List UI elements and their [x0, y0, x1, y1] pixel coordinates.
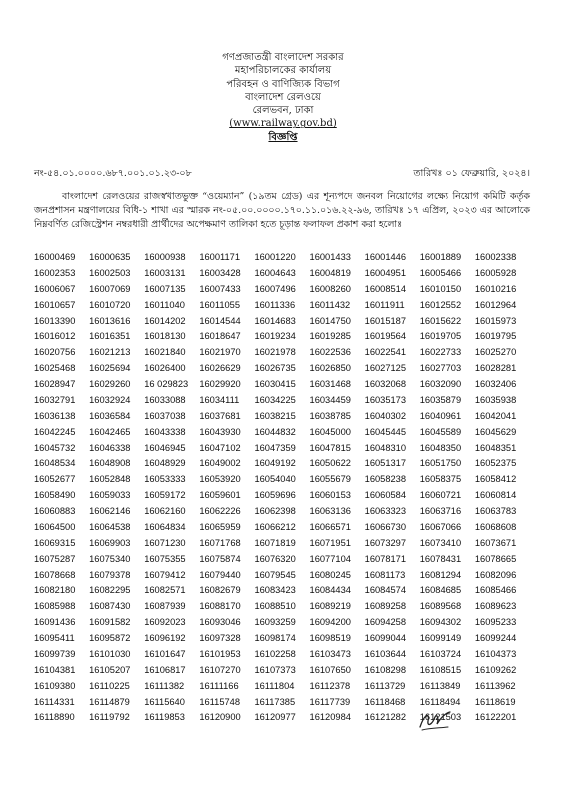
registration-number: 16025468 — [34, 363, 76, 374]
registration-number: 16042245 — [34, 426, 76, 437]
registration-number: 16052375 — [474, 458, 517, 469]
registration-number-list — [34, 250, 530, 726]
registration-number: 16019564 — [364, 331, 407, 342]
registration-number: 16095233 — [474, 617, 517, 628]
registration-number: 16044832 — [254, 426, 296, 437]
registration-number: 16031468 — [309, 379, 351, 389]
registration-number: 16115748 — [199, 696, 241, 707]
registration-number: 16079378 — [89, 569, 131, 580]
organization-name: বাংলাদেশ রেলওয়ে — [245, 91, 321, 103]
registration-number: 16021213 — [89, 347, 131, 358]
registration-number: 16000938 — [144, 252, 186, 262]
registration-number: 16022733 — [419, 347, 462, 358]
registration-number: 16121282 — [364, 712, 407, 723]
registration-number: 16108515 — [419, 664, 462, 675]
registration-number: 16029260 — [89, 379, 131, 389]
registration-number: 16018647 — [199, 331, 241, 342]
registration-number: 16035173 — [364, 394, 407, 405]
registration-number: 16054040 — [254, 474, 296, 485]
registration-number: 16084434 — [309, 585, 351, 596]
registration-number: 16066571 — [309, 521, 351, 532]
memo-date: তারিখঃ ০১ ফেব্রুয়ারি, ২০২৪। — [413, 168, 530, 179]
registration-number: 16082096 — [474, 569, 517, 580]
registration-number: 16027703 — [419, 363, 462, 374]
registration-number: 16002353 — [34, 267, 76, 278]
registration-number: 16048929 — [144, 458, 186, 469]
registration-number: 16034225 — [254, 394, 296, 405]
registration-number: 16047102 — [199, 442, 241, 453]
office-name: মহাপরিচালকের কার্যালয় — [234, 65, 332, 77]
registration-number: 16055679 — [309, 474, 351, 485]
registration-number: 16028947 — [34, 379, 76, 389]
registration-number: 16052848 — [89, 474, 131, 485]
registration-number: 16103724 — [419, 648, 462, 659]
registration-number: 16120900 — [199, 712, 241, 723]
registration-number: 16118494 — [419, 696, 461, 707]
registration-number: 16007135 — [144, 283, 186, 294]
registration-number: 16051750 — [419, 458, 462, 469]
registration-number: 16011432 — [309, 299, 351, 310]
registration-number: 16045589 — [419, 426, 462, 437]
notice-body: বাংলাদেশ রেলওয়ের রাজস্বখাতভুক্ত “ওয়েম্যান” (১৯তম গ্রেড) এর শূন্যপদে জনবল নিয়োগের লক্ষ্যে নিয়োগ কমিটি কর্তৃক জনপ্রশাসন মন্ত্রণালয়ের বিধি-১ শাখা এর স্মারক নং-০৫.০০.০০০০.১৭০.১১.০১৬.২২-৯৬, তারিখঃ ১৭ এপ্রিল, ২০২৩ এর আলোকে নিম্নবর্ণিত রেজিস্ট্রেশন নম্বরধারী প্রার্থীদের অপেক্ষমাণ তালিকা হতে চূড়ান্ত ফলাফল প্রকাশ করা হলোঃ — [34, 191, 530, 231]
registration-number: 16060883 — [34, 506, 76, 516]
registration-number: 16078431 — [419, 553, 462, 564]
department-name: পরিবহন ও বাণিজ্যিক বিভাগ — [226, 78, 340, 90]
registration-number: 16111166 — [199, 680, 239, 691]
registration-number: 16093046 — [199, 617, 241, 628]
registration-number: 16021978 — [254, 347, 296, 358]
registration-number: 16046945 — [144, 442, 186, 453]
registration-number: 16012552 — [419, 299, 462, 310]
registration-number: 16047359 — [254, 442, 296, 453]
registration-number: 16088170 — [199, 601, 241, 612]
registration-number: 16046338 — [89, 442, 131, 453]
registration-number: 16105207 — [89, 664, 131, 675]
registration-number: 16084574 — [364, 585, 407, 596]
registration-number: 16112378 — [309, 680, 351, 691]
office-address: রেলভবন, ঢাকা — [252, 105, 314, 117]
registration-number: 16093259 — [254, 617, 296, 628]
registration-number: 16019285 — [309, 331, 351, 342]
registration-number: 16099149 — [419, 633, 462, 643]
registration-number: 16065959 — [199, 521, 241, 532]
registration-number: 16042465 — [89, 426, 131, 437]
letterhead — [0, 51, 566, 144]
registration-number: 16075340 — [89, 553, 131, 564]
registration-number: 16081294 — [419, 569, 462, 580]
registration-number: 16082295 — [89, 585, 131, 596]
registration-number: 16004951 — [364, 267, 407, 278]
registration-number: 16103473 — [309, 648, 351, 659]
registration-number: 16060814 — [474, 490, 517, 501]
registration-number: 16007069 — [89, 283, 131, 294]
registration-number: 16067066 — [419, 521, 462, 532]
registration-number: 16022536 — [309, 347, 351, 358]
registration-number: 16060584 — [364, 490, 407, 501]
registration-number: 16001446 — [364, 252, 407, 262]
website-link[interactable]: (www.railway.gov.bd) — [229, 118, 337, 130]
registration-number: 16108298 — [364, 664, 407, 675]
registration-number: 16025694 — [89, 363, 131, 374]
registration-number: 16026400 — [144, 363, 186, 374]
registration-number: 16016012 — [34, 331, 76, 342]
registration-number: 16021840 — [144, 347, 186, 358]
registration-number: 16026735 — [254, 363, 296, 374]
registration-number: 16089219 — [309, 601, 351, 612]
registration-number: 16122201 — [474, 712, 517, 723]
registration-number: 16079545 — [254, 569, 296, 580]
registration-number: 16069315 — [34, 537, 76, 548]
registration-number: 16101647 — [144, 648, 186, 659]
registration-number: 16000635 — [89, 252, 131, 262]
registration-number: 16007433 — [199, 283, 241, 294]
registration-number: 16048351 — [474, 442, 517, 453]
registration-number: 16099739 — [34, 648, 76, 659]
memo-number: নং-৫৪.০১.০০০০.৬৮৭.০০১.০১.২৩-০৮ — [34, 168, 192, 179]
registration-number: 16015187 — [364, 315, 407, 326]
registration-number: 16014750 — [309, 315, 351, 326]
registration-number: 16114879 — [89, 696, 130, 707]
registration-number: 16062146 — [89, 506, 131, 516]
registration-number: 16069903 — [89, 537, 131, 548]
registration-number: 16075287 — [34, 553, 76, 564]
registration-number: 16019234 — [254, 331, 296, 342]
registration-number: 16092023 — [144, 617, 186, 628]
registration-number: 16110225 — [89, 680, 130, 691]
registration-number: 16013390 — [34, 315, 76, 326]
registration-number: 16032791 — [34, 394, 76, 405]
registration-number: 16064834 — [144, 521, 186, 532]
registration-number: 16005928 — [474, 267, 517, 278]
registration-number: 16099044 — [364, 633, 407, 643]
registration-number: 16064538 — [89, 521, 131, 532]
registration-number: 16037681 — [199, 410, 241, 421]
registration-number: 16049192 — [254, 458, 296, 469]
registration-number: 16010150 — [419, 283, 462, 294]
registration-number: 16118619 — [474, 696, 516, 707]
registration-number: 16040302 — [364, 410, 407, 421]
registration-number: 16045629 — [474, 426, 517, 437]
registration-number: 16062160 — [144, 506, 186, 516]
registration-number: 16021970 — [199, 347, 241, 358]
registration-number: 16048534 — [34, 458, 76, 469]
registration-number: 16011336 — [254, 299, 296, 310]
registration-number: 16073671 — [474, 537, 517, 548]
registration-number: 16118890 — [34, 712, 75, 723]
registration-number: 16111382 — [144, 680, 185, 691]
notice-title: বিজ্ঞপ্তি — [268, 131, 298, 143]
registration-number: 16010720 — [89, 299, 131, 310]
registration-number: 16005466 — [419, 267, 462, 278]
registration-number: 16045732 — [34, 442, 76, 453]
registration-number: 16036584 — [89, 410, 131, 421]
registration-number: 16101953 — [199, 648, 241, 659]
registration-number: 16033088 — [144, 394, 186, 405]
registration-number: 16115640 — [144, 696, 185, 707]
registration-number: 16062398 — [254, 506, 296, 516]
registration-number: 16030415 — [254, 379, 296, 389]
registration-number: 16010216 — [474, 283, 517, 294]
registration-number: 16048310 — [364, 442, 407, 453]
registration-number: 16071819 — [254, 537, 296, 548]
registration-number: 16016351 — [89, 331, 131, 342]
registration-number: 16063323 — [364, 506, 407, 516]
registration-number: 16098519 — [309, 633, 351, 643]
registration-number: 16119792 — [89, 712, 130, 723]
registration-number: 16063716 — [419, 506, 462, 516]
registration-number: 16082679 — [199, 585, 241, 596]
registration-number: 16073410 — [419, 537, 462, 548]
registration-number: 16027125 — [364, 363, 407, 374]
registration-number: 16103644 — [364, 648, 407, 659]
registration-number: 16011040 — [144, 299, 185, 310]
registration-number: 16059033 — [89, 490, 131, 501]
registration-number: 16058375 — [419, 474, 462, 485]
registration-number: 16089623 — [474, 601, 517, 612]
registration-number: 16048350 — [419, 442, 462, 453]
registration-number: 16036138 — [34, 410, 76, 421]
registration-number: 16014202 — [144, 315, 186, 326]
registration-number: 16082571 — [144, 585, 186, 596]
registration-number: 16014683 — [254, 315, 296, 326]
registration-number: 16082180 — [34, 585, 76, 596]
registration-number: 16038215 — [254, 410, 296, 421]
registration-number: 16038785 — [309, 410, 351, 421]
registration-number: 16080245 — [309, 569, 351, 580]
registration-number: 16107373 — [254, 664, 296, 675]
registration-number: 16062226 — [199, 506, 241, 516]
registration-number: 16077104 — [309, 553, 351, 564]
registration-number: 16060153 — [309, 490, 351, 501]
registration-number: 16120984 — [309, 712, 351, 723]
registration-number: 16064500 — [34, 521, 76, 532]
registration-number: 16004643 — [254, 267, 296, 278]
registration-number: 16052677 — [34, 474, 76, 485]
registration-number: 16073297 — [364, 537, 407, 548]
registration-number: 16032924 — [89, 394, 131, 405]
registration-number: 16028281 — [474, 363, 517, 374]
registration-number: 16075355 — [144, 553, 186, 564]
registration-number: 16118468 — [364, 696, 406, 707]
registration-number: 16034111 — [199, 394, 240, 405]
registration-number: 16020756 — [34, 347, 76, 358]
registration-number: 16012964 — [474, 299, 517, 310]
registration-number: 16007496 — [254, 283, 296, 294]
registration-number: 16059601 — [199, 490, 241, 501]
registration-number: 16000469 — [34, 252, 76, 262]
registration-number: 16011911 — [364, 299, 405, 310]
registration-number: 16109262 — [474, 664, 517, 675]
registration-number: 16071951 — [309, 537, 351, 548]
registration-number: 16019705 — [419, 331, 462, 342]
registration-number: 16102258 — [254, 648, 296, 659]
registration-number: 16051317 — [364, 458, 407, 469]
registration-number: 16087430 — [89, 601, 131, 612]
registration-number: 16087939 — [144, 601, 186, 612]
registration-number: 16035938 — [474, 394, 517, 405]
registration-number: 16001433 — [309, 252, 351, 262]
registration-number: 16050622 — [309, 458, 351, 469]
registration-number: 16025270 — [474, 347, 517, 358]
registration-number: 16049002 — [199, 458, 241, 469]
registration-number: 16075874 — [199, 553, 241, 564]
registration-number: 16001171 — [199, 252, 241, 262]
registration-number: 16011055 — [199, 299, 241, 310]
registration-number: 16120977 — [254, 712, 296, 723]
registration-number: 16058238 — [364, 474, 407, 485]
registration-number: 16015973 — [474, 315, 517, 326]
registration-number: 16043930 — [199, 426, 241, 437]
registration-number: 16042041 — [474, 410, 517, 421]
registration-number: 16094200 — [309, 617, 351, 628]
registration-number: 16002338 — [474, 252, 517, 262]
registration-number: 16019795 — [474, 331, 517, 342]
registration-number: 16121503 — [419, 712, 462, 723]
memo-row — [34, 167, 530, 182]
registration-number: 16040961 — [419, 410, 462, 421]
registration-number: 16032090 — [419, 379, 462, 389]
registration-number: 16068608 — [474, 521, 517, 532]
registration-number: 16107270 — [199, 664, 241, 675]
registration-number: 16117739 — [309, 696, 351, 707]
registration-number: 16101030 — [89, 648, 131, 659]
registration-number: 16029920 — [199, 379, 241, 389]
registration-number: 16085988 — [34, 601, 76, 612]
registration-number: 16084685 — [419, 585, 462, 596]
registration-number: 16032068 — [364, 379, 407, 389]
registration-number: 16 029823 — [144, 379, 189, 389]
registration-number: 16079440 — [199, 569, 241, 580]
registration-number: 16060721 — [419, 490, 462, 501]
registration-number: 16095411 — [34, 633, 75, 643]
registration-number: 16111804 — [254, 680, 295, 691]
registration-number: 16022541 — [364, 347, 407, 358]
registration-number: 16008514 — [364, 283, 407, 294]
registration-number: 16097328 — [199, 633, 241, 643]
registration-number: 16043338 — [144, 426, 186, 437]
registration-number: 16113962 — [474, 680, 516, 691]
registration-number: 16004819 — [309, 267, 351, 278]
registration-number: 16104373 — [474, 648, 517, 659]
registration-number: 16091582 — [89, 617, 131, 628]
signature-icon — [418, 707, 452, 733]
registration-number: 16085466 — [474, 585, 517, 596]
registration-number: 16013616 — [89, 315, 131, 326]
registration-number: 16089568 — [419, 601, 462, 612]
registration-number: 16006067 — [34, 283, 76, 294]
registration-number: 16099244 — [474, 633, 517, 643]
registration-number: 16003428 — [199, 267, 241, 278]
registration-number: 16003131 — [144, 267, 186, 278]
registration-number: 16089258 — [364, 601, 407, 612]
registration-number: 16113849 — [419, 680, 461, 691]
registration-number: 16032406 — [474, 379, 517, 389]
registration-number: 16015622 — [419, 315, 462, 326]
registration-number: 16071768 — [199, 537, 241, 548]
registration-number: 16094258 — [364, 617, 407, 628]
registration-number: 16001889 — [419, 252, 462, 262]
registration-number: 16053333 — [144, 474, 186, 485]
registration-number: 16045445 — [364, 426, 407, 437]
registration-number: 16095872 — [89, 633, 131, 643]
registration-number: 16113729 — [364, 680, 406, 691]
registration-number: 16076320 — [254, 553, 296, 564]
registration-number: 16047815 — [309, 442, 351, 453]
registration-number: 16109380 — [34, 680, 76, 691]
registration-number: 16078668 — [34, 569, 76, 580]
registration-number: 16088510 — [254, 601, 296, 612]
registration-number: 16107650 — [309, 664, 351, 675]
registration-number: 16045000 — [309, 426, 351, 437]
registration-number: 16063136 — [309, 506, 351, 516]
registration-number: 16079412 — [144, 569, 186, 580]
registration-number: 16117385 — [254, 696, 296, 707]
registration-number: 16010657 — [34, 299, 76, 310]
registration-number: 16058490 — [34, 490, 76, 501]
registration-number: 16078665 — [474, 553, 517, 564]
registration-number: 16083423 — [254, 585, 296, 596]
registration-number: 16026850 — [309, 363, 351, 374]
registration-number: 16063783 — [474, 506, 517, 516]
registration-number: 16034459 — [309, 394, 351, 405]
registration-number: 16106817 — [144, 664, 186, 675]
registration-number: 16053920 — [199, 474, 241, 485]
registration-number: 16078171 — [364, 553, 407, 564]
registration-number: 16114331 — [34, 696, 75, 707]
registration-number: 16035879 — [419, 394, 462, 405]
registration-number: 16066730 — [364, 521, 407, 532]
registration-number: 16008260 — [309, 283, 351, 294]
registration-number: 16104381 — [34, 664, 76, 675]
registration-number: 16014544 — [199, 315, 241, 326]
registration-number: 16066212 — [254, 521, 296, 532]
registration-number: 16026629 — [199, 363, 241, 374]
registration-number: 16002503 — [89, 267, 131, 278]
registration-number: 16119853 — [144, 712, 185, 723]
registration-number: 16096192 — [144, 633, 186, 643]
registration-number: 16001220 — [254, 252, 296, 262]
registration-number: 16098174 — [254, 633, 296, 643]
registration-number: 16058412 — [474, 474, 517, 485]
registration-number: 16018130 — [144, 331, 186, 342]
registration-number: 16094302 — [419, 617, 462, 628]
registration-number: 16071230 — [144, 537, 186, 548]
registration-number: 16059172 — [144, 490, 186, 501]
govt-name: গণপ্রজাতন্ত্রী বাংলাদেশ সরকার — [222, 52, 344, 63]
registration-number: 16048908 — [89, 458, 131, 469]
registration-number: 16091436 — [34, 617, 76, 628]
registration-number: 16059696 — [254, 490, 296, 501]
registration-number: 16037038 — [144, 410, 186, 421]
registration-number: 16081173 — [364, 569, 406, 580]
